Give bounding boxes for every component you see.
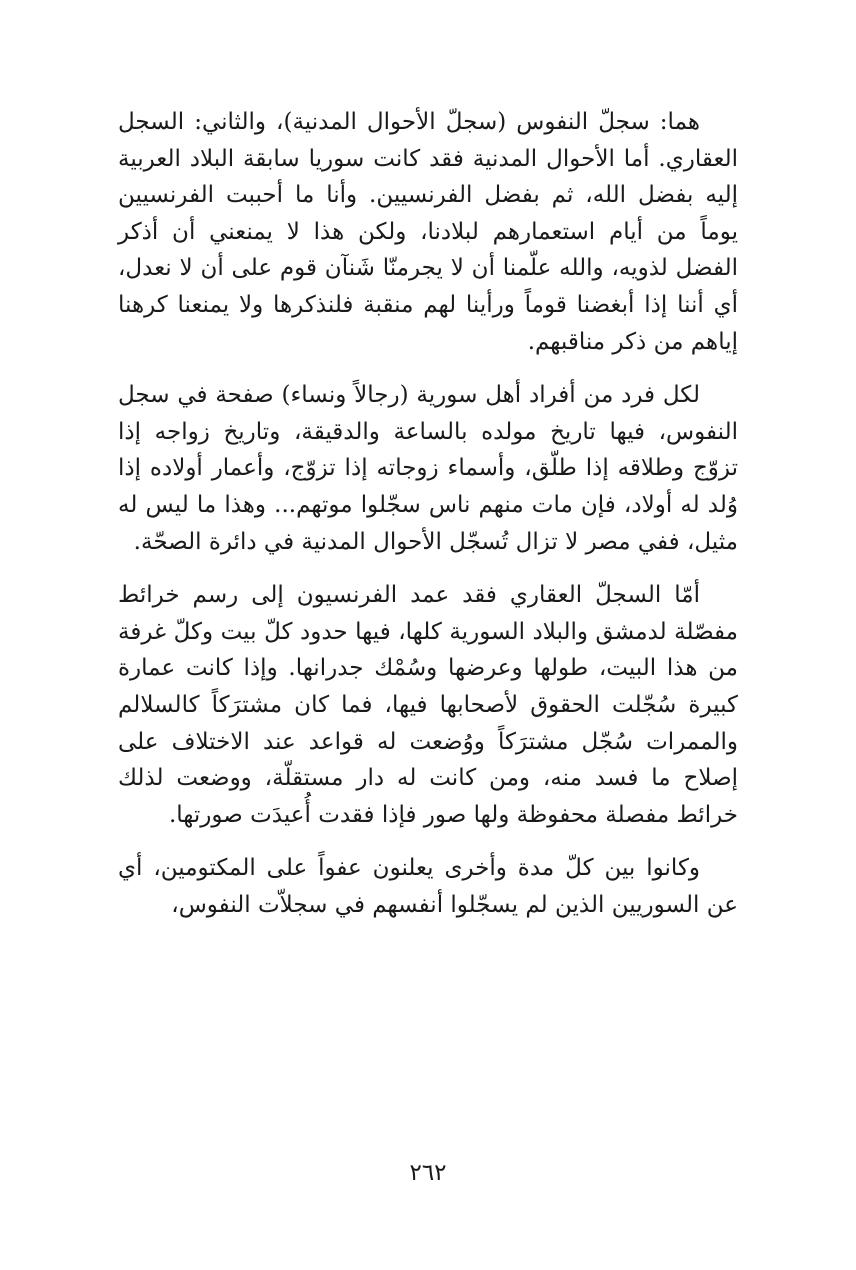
paragraph-1: هما: سجلّ النفوس (سجلّ الأحوال المدنية)، والثاني: السجل العقاري. أما الأحوال المدنية فقد كانت سوريا سابقة البلاد العربية إليه بفضل الله، ثم بفضل الفرنسيين. وأنا ما أحببت الفرنسيين يوماً من أيام استعمارهم لبلادنا، ولكن هذا لا يمنعني أن أذكر الفضل لذويه، والله علّمنا أن لا يجرمنّا شَنآن قوم على أن لا نعدل، أي أننا إذا أبغضنا قوماً ورأينا لهم منقبة فلنذكرها ولا يمنعنا كرهنا إياهم من ذكر مناقبهم. bbox=[118, 109, 738, 355]
paragraph-2: لكل فرد من أفراد أهل سورية (رجالاً ونساء) صفحة في سجل النفوس، فيها تاريخ مولده بالساعة والدقيقة، وتاريخ زواجه إذا تزوّج وطلاقه إذا طلّق، وأسماء زوجاته إذا تزوّج، وأعمار أولاده إذا وُلد له أولاد، فإن مات منهم ناس سجّلوا موتهم... وهذا ما ليس له مثيل، ففي مصر لا تزال تُسجّل الأحوال المدنية في دائرة الصحّة. bbox=[118, 382, 738, 555]
paragraph-4: وكانوا بين كلّ مدة وأخرى يعلنون عفواً على المكتومين، أي عن السوريين الذين لم يسجّلوا أنفسهم في سجلاّت النفوس، bbox=[118, 855, 738, 918]
page-number: ٢٦٢ bbox=[409, 1160, 447, 1186]
paragraph-3: أمّا السجلّ العقاري فقد عمد الفرنسيون إلى رسم خرائط مفصّلة لدمشق والبلاد السورية كلها، فيها حدود كلّ بيت وكلّ غرفة من هذا البيت، طولها وعرضها وسُمْك جدرانها. وإذا كانت عمارة كبيرة سُجّلت الحقوق لأصحابها فيها، فما كان مشترَكاً كالسلالم والممرات سُجّل مشترَكاً ووُضعت له قواعد عند الاختلاف على إصلاح ما فسد منه، ومن كانت له دار مستقلّة، ووضعت لذلك خرائط مفصلة محفوظة ولها صور فإذا فقدت أُعيدَت صورتها. bbox=[118, 582, 738, 828]
page-body bbox=[118, 104, 738, 940]
